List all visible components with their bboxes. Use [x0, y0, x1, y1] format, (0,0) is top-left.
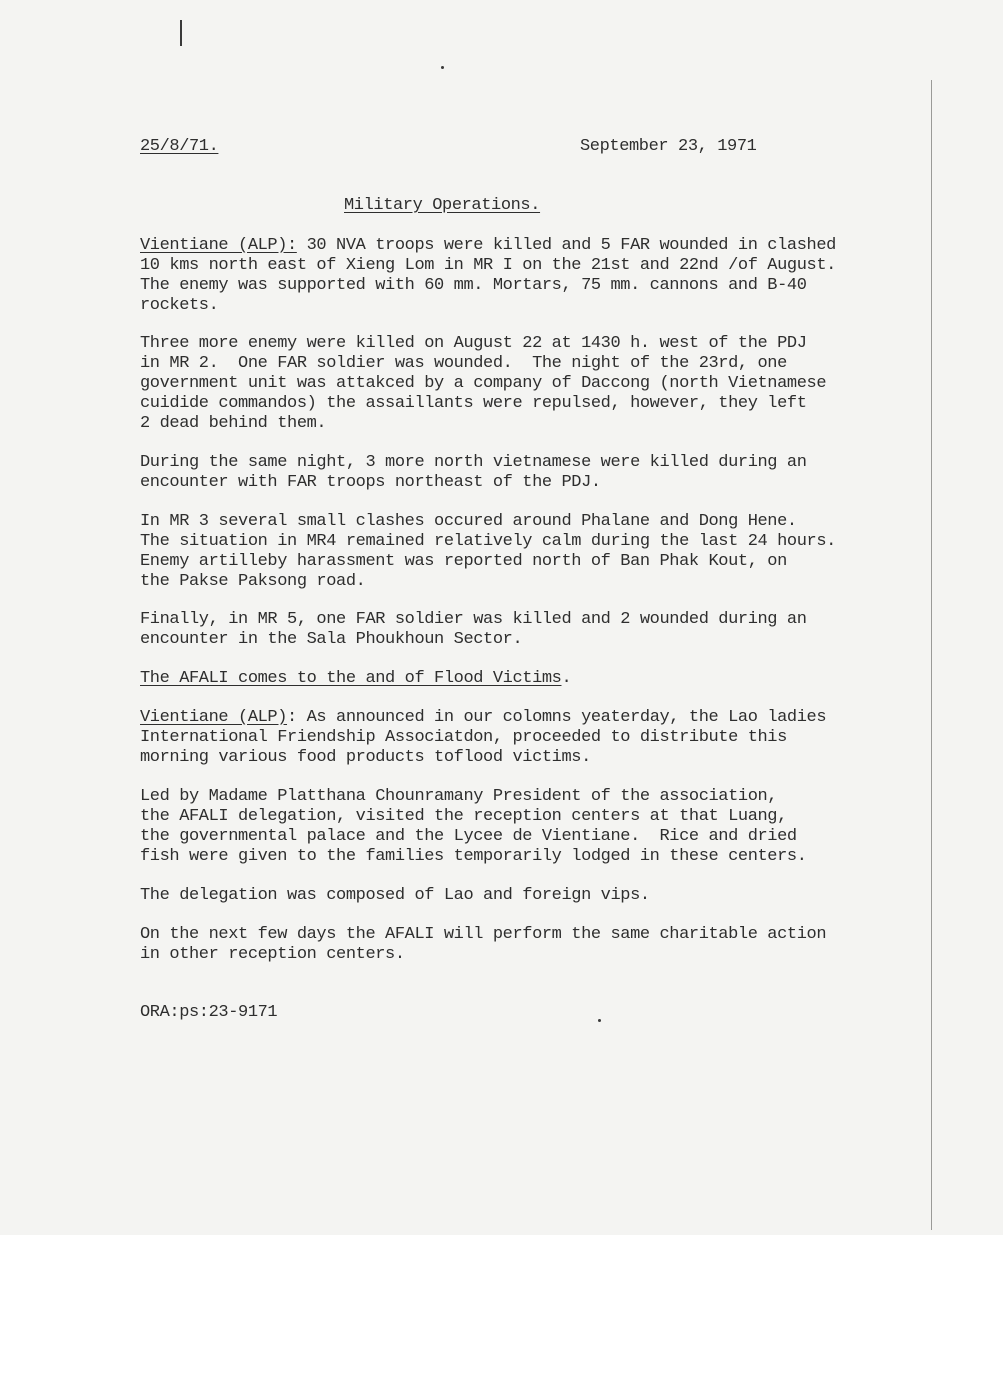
dateline: Vientiane (ALP):	[140, 236, 297, 255]
paragraph-line	[140, 236, 836, 256]
paragraph-line: Led by Madame Platthana Chounramany President of the association,	[140, 787, 778, 806]
paragraph-line: In MR 3 several small clashes occured around Phalane and Dong Hene.	[140, 512, 797, 531]
section-title-afali	[140, 669, 571, 689]
paragraph-line: in MR 2. One FAR soldier was wounded. The night of the 23rd, one	[140, 354, 787, 373]
paragraph-line: fish were given to the families temporarily lodged in these centers.	[140, 847, 807, 866]
paragraph-line: rockets.	[140, 296, 219, 315]
section-title-period: .	[561, 669, 572, 688]
paragraph-line: in other reception centers.	[140, 945, 405, 964]
paragraph-line: 10 kms north east of Xieng Lom in MR I on the 21st and 22nd /of August.	[140, 256, 836, 275]
paragraph-line: morning various food products toflood victims.	[140, 748, 591, 767]
paragraph-line: Enemy artilleby harassment was reported north of Ban Phak Kout, on	[140, 552, 787, 571]
paragraph-line: Three more enemy were killed on August 22 at 1430 h. west of the PDJ	[140, 334, 807, 353]
paragraph-line: encounter in the Sala Phoukhoun Sector.	[140, 630, 523, 649]
dateline: Vientiane (ALP)	[140, 708, 288, 727]
paragraph-line: The enemy was supported with 60 mm. Mortars, 75 mm. cannons and B-40	[140, 276, 807, 295]
paragraph-line: International Friendship Associatdon, proceeded to distribute this	[140, 728, 787, 747]
section-title-military-operations: Military Operations.	[344, 196, 541, 215]
paragraph-line: the Pakse Paksong road.	[140, 572, 366, 591]
paragraph-line: The delegation was composed of Lao and foreign vips.	[140, 886, 650, 905]
pen-mark	[180, 20, 182, 46]
paragraph-line: 2 dead behind them.	[140, 414, 327, 433]
section-title-text: The AFALI comes to the and of Flood Victims	[140, 669, 562, 688]
reference-number: 25/8/71.	[140, 137, 219, 156]
speck-mark	[441, 66, 444, 69]
paragraph-line: On the next few days the AFALI will perform the same charitable action	[140, 925, 827, 944]
document-date: September 23, 1971	[580, 137, 757, 156]
paragraph-line: The situation in MR4 remained relatively calm during the last 24 hours.	[140, 532, 836, 551]
paragraph-line: cuidide commandos) the assaillants were repulsed, however, they left	[140, 394, 807, 413]
footer-reference: ORA:ps:23-9171	[140, 1003, 278, 1022]
paragraph-line: government unit was attakced by a company of Daccong (north Vietnamese	[140, 374, 827, 393]
paragraph-line: the AFALI delegation, visited the reception centers at that Luang,	[140, 807, 787, 826]
paragraph-line: the governmental palace and the Lycee de Vientiane. Rice and dried	[140, 827, 797, 846]
line-text: 30 NVA troops were killed and 5 FAR wounded in clashed	[296, 236, 836, 255]
paragraph-line: encounter with FAR troops northeast of the PDJ.	[140, 473, 601, 492]
paragraph-line: Finally, in MR 5, one FAR soldier was killed and 2 wounded during an	[140, 610, 807, 629]
line-text: : As announced in our colomns yeaterday, the Lao ladies	[287, 708, 827, 727]
speck-mark	[598, 1019, 601, 1022]
paragraph-line	[140, 708, 826, 728]
paragraph-line: During the same night, 3 more north vietnamese were killed during an	[140, 453, 807, 472]
page-edge-rule	[931, 80, 932, 1230]
